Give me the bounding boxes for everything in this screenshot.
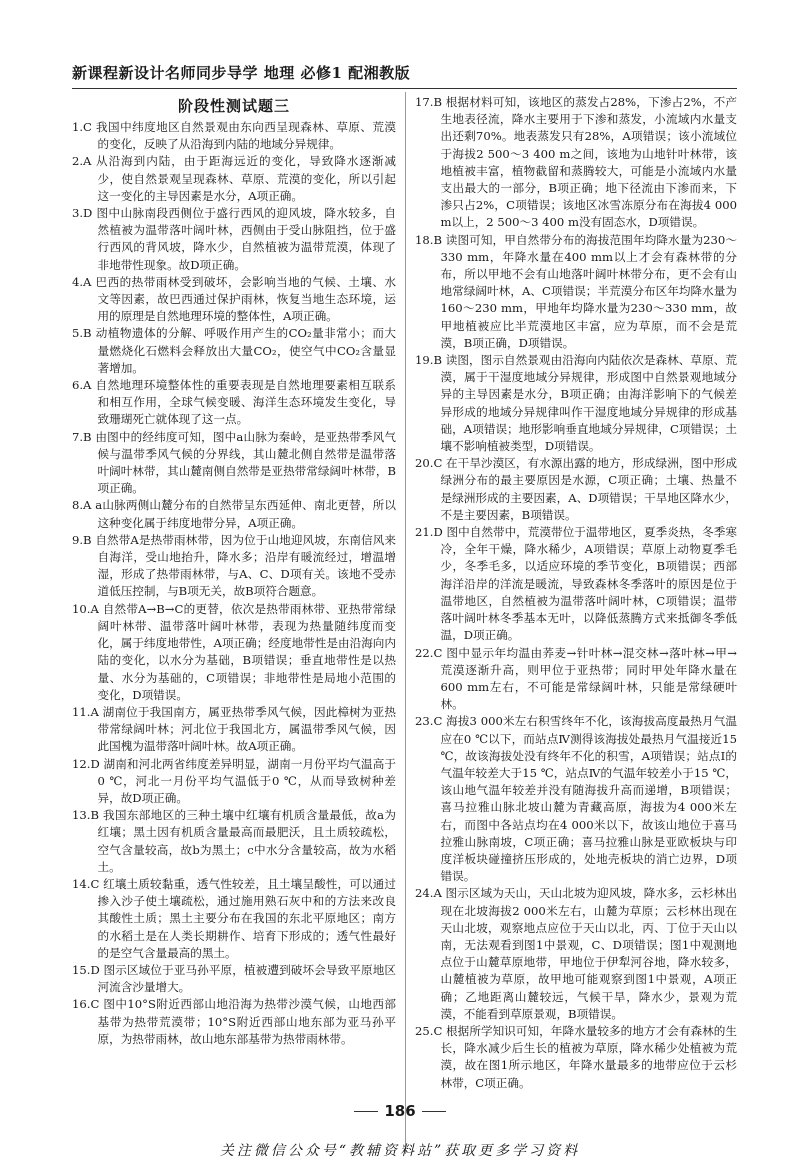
section-title: 阶段性测试题三 bbox=[177, 97, 290, 115]
answer-item: 10.A 自然带A→B→C的更替，依次是热带雨林带、亚热带常绿阔叶林带、温带落叶阔叶林带，表现为热量随纬度而变化，属于纬度地带性，A项正确；经度地带性是由沿海向内陆的变化，以水分为基础，B项错误；垂直地带性是以热量、水分为基础的，C项错误；非地带性是局地小范围的变化，D项错误。 bbox=[72, 601, 396, 702]
answer-item: 22.C 图中显示年均温由荞麦→针叶林→混交林→落叶林→甲→荒漠逐渐升高，则甲位于亚热带；同时甲处年降水量在600 mm左右，不可能是常绿阔叶林，只能是常绿硬叶林。 bbox=[415, 645, 737, 712]
answer-item: 14.C 红壤土质较黏重，透气性较差，且土壤呈酸性，可以通过掺入沙子使土壤疏松，通过施用熟石灰中和的方法来改良其酸性土质；黑土主要分布在我国的东北平原地区；南方的水稻土是在人类长期耕作、培育下形成的；透气性最好的是空气含量最高的黑土。 bbox=[72, 876, 396, 960]
answer-item: 5.B 动植物遗体的分解、呼吸作用产生的CO₂量非常小；而大量燃烧化石燃料会释放出大量CO₂，使空气中CO₂含量显著增加。 bbox=[72, 326, 396, 375]
answer-item: 7.B 由图中的经纬度可知，图中a山脉为秦岭，是亚热带季风气候与温带季风气候的分界线，其山麓北侧自然带是温带落叶阔叶林带，其山麓南侧自然带是亚热带常绿阔叶林带，B项正确。 bbox=[72, 429, 396, 496]
dash-right bbox=[422, 1111, 446, 1112]
answer-item: 4.A 巴西的热带雨林受到破坏，会影响当地的气候、土壤、水文等因素，故巴西通过保护雨林，恢复当地生态环境，运用的原理是自然地理环境的整体性，A项正确。 bbox=[72, 274, 396, 324]
answer-item: 8.A a山脉两侧山麓分布的自然带呈东西延伸、南北更替，所以这种变化属于纬度地带分异，A项正确。 bbox=[72, 498, 396, 530]
answer-item: 12.D 湖南和河北两省纬度差异明显，湖南一月份平均气温高于0 ℃，河北一月份平均气温低于0 ℃，从而导致树种差异，故D项正确。 bbox=[72, 756, 396, 805]
answer-item: 19.B 读图，图示自然景观由沿海向内陆依次是森林、草原、荒漠，属于干湿度地域分异规律，形成图中自然景观地域分异的主导因素是水分，B项正确；由海洋影响下的气候差异形成的地域分异规律叫作干湿度地域分异规律的形成基础，A项错误；地形影响垂直地域分异规律，C项错误；土壤不影响植被类型，D项错误。 bbox=[415, 353, 737, 454]
answer-item: 13.B 我国东部地区的三种土壤中红壤有机质含量最低，故a为红壤；黑土因有机质含量最高而最肥沃，且土质较疏松，空气含量较高，故b为黑土；c中水分含量较高，故为水稻土。 bbox=[72, 808, 396, 874]
answer-item: 2.A 从沿海到内陆，由于距海远近的变化，导致降水逐渐减少，使自然景观呈现森林、草原、荒漠的变化，所以引起这一变化的主导因素是水分，A项正确。 bbox=[72, 154, 396, 203]
page-header: 新课程新设计名师同步导学 地理 必修1 配湘教版 bbox=[72, 64, 411, 82]
dash-left bbox=[354, 1111, 378, 1112]
header-rule bbox=[72, 88, 737, 89]
answer-item: 3.D 图中山脉南段西侧位于盛行西风的迎风坡，降水较多，自然植被为温带落叶阔叶林，西侧由于受山脉阻挡，位于盛行西风的背风坡，降水少，自然植被为温带荒漠，体现了非地带性现象。故D项正确。 bbox=[72, 206, 396, 272]
answer-item: 15.D 图示区域位于亚马孙平原，植被遭到破坏会导致平原地区河流含沙量增大。 bbox=[72, 962, 396, 995]
right-column bbox=[415, 94, 737, 1092]
answer-item: 11.A 湖南位于我国南方，属亚热带季风气候，因此樟树为亚热带常绿阔叶林；河北位于我国北方，属温带季风气候，因此国槐为温带落叶阔叶林。故A项正确。 bbox=[72, 704, 396, 754]
answer-item: 18.B 读图可知，甲自然带分布的海拔范围年均降水量为230～330 mm，年降水量在400 mm以上才会有森林带的分布，所以甲地不会有山地落叶阔叶林带分布，更不会有山地常绿阔叶林，A、C项错误；半荒漠分布区年均降水量为160～230 mm，甲地年均降水量为230～330 mm，故甲地植被应比半荒漠地区丰富，应为草原，而不会是荒漠，B项正确，D项错误。 bbox=[415, 232, 737, 350]
answer-item: 17.B 根据材料可知，该地区的蒸发占28%，下渗占2%，不产生地表径流，降水主要用于下渗和蒸发，小流域内水量支出还剩70%。地表蒸发只有28%，A项错误；该小流域位于海拔2 500～3 400 m之间，该地为山地针叶林带，该地植被丰富，植物截留和蒸腾较大，可能是小流域内水量支出最大的一部分，B项正确；地下径流由下渗而来，下渗只占2%，C项错误；该地区冰雪冻原分布在海拔4 000 m以上，2 500～3 400 m没有固态水，D项错误。 bbox=[415, 95, 737, 230]
answer-item: 24.A 图示区域为天山，天山北坡为迎风坡，降水多，云杉林出现在北坡海拔2 000米左右，山麓为草原；云杉林出现在天山北坡，观察地点应位于天山以北，丙、丁位于天山以南，无法观看到图1中景观，C、D项错误；图1中观测地点位于山麓草原地带，甲地位于伊犁河谷地，降水较多，山麓植被为草原，故甲地可能观察到图1中景观，A项正确；乙地距离山麓较远，气候干旱，降水少，景观为荒漠，不能看到草原景观，B项错误。 bbox=[415, 886, 737, 1021]
left-column bbox=[72, 94, 396, 1048]
answer-item: 16.C 图中10°S附近西部山地沿海为热带沙漠气候，山地西部基带为热带荒漠带；10°S附近西部山地东部为亚马孙平原，为热带雨林，故山地东部基带为热带雨林带。 bbox=[72, 997, 396, 1046]
footer-note: 关注微信公众号“教辅资料站”获取更多学习资料 bbox=[219, 1143, 581, 1159]
answer-item: 1.C 我国中纬度地区自然景观由东向西呈现森林、草原、荒漠的变化，反映了从沿海到内陆的地域分异规律。 bbox=[72, 120, 396, 152]
answer-item: 21.D 图中自然带中，荒漠带位于温带地区，夏季炎热，冬季寒冷，全年干燥，降水稀少，A项错误；草原上动物夏季毛少，冬季毛多，以适应环境的季节变化，B项错误；西部海洋沿岸的洋流是暖流，导致森林冬季落叶的原因是位于温带地区，自然植被为温带落叶阔叶林，C项错误；温带落叶阔叶林冬季基本无叶，以降低蒸腾方式来抵御冬季低温，D项正确。 bbox=[415, 525, 737, 643]
column-divider bbox=[405, 92, 406, 1154]
answer-item: 6.A 自然地理环境整体性的重要表现是自然地理要素相互联系和相互作用，全球气候变暖、海洋生态环境发生变化，导致珊瑚死亡就体现了这一点。 bbox=[72, 378, 396, 427]
page-number-text: 186 bbox=[384, 1102, 416, 1120]
answer-item: 9.B 自然带A是热带雨林带，因为位于山地迎风坡，东南信风来自海洋，受山地抬升，降水多；沿岸有暖流经过，增温增湿，形成了热带雨林带，与A、C、D项有关。该地不受赤道低压控制，与B项无关，故B项符合题意。 bbox=[72, 532, 396, 599]
answer-item: 25.C 根据所学知识可知，年降水量较多的地方才会有森林的生长，降水减少后生长的植被为草原，降水稀少处植被为荒漠，故在图1所示地区，年降水量最多的地带应位于云杉林带，C项正确。 bbox=[415, 1023, 737, 1090]
answer-item: 23.C 海拔3 000米左右积雪终年不化，该海拔高度最热月气温应在0 ℃以下，而站点Ⅳ测得该海拔处最热月气温接近15 ℃，故该海拔处没有终年不化的积雪，A项错误；站点Ⅰ的气温年较差大于15 ℃，站点Ⅳ的气温年较差小于15 ℃，该山地气温年较差并没有随海拔升高而递增，B项错误；喜马拉雅山脉北坡山麓为青藏高原，海拔为4 000米左右，而图中各站点均在4 000米以下，故该山地位于喜马拉雅山脉南坡，C项正确；喜马拉雅山脉是亚欧板块与印度洋板块碰撞挤压形成的，处地壳板块的消亡边界，D项错误。 bbox=[415, 714, 737, 884]
answer-item: 20.C 在干旱沙漠区，有水源出露的地方，形成绿洲，图中形成绿洲分布的最主要原因是水源，C项正确；土壤、热量不是绿洲形成的主要因素，A、D项错误；干旱地区降水少，不是主要因素，B项错误。 bbox=[415, 456, 737, 522]
page-number bbox=[0, 1102, 800, 1120]
